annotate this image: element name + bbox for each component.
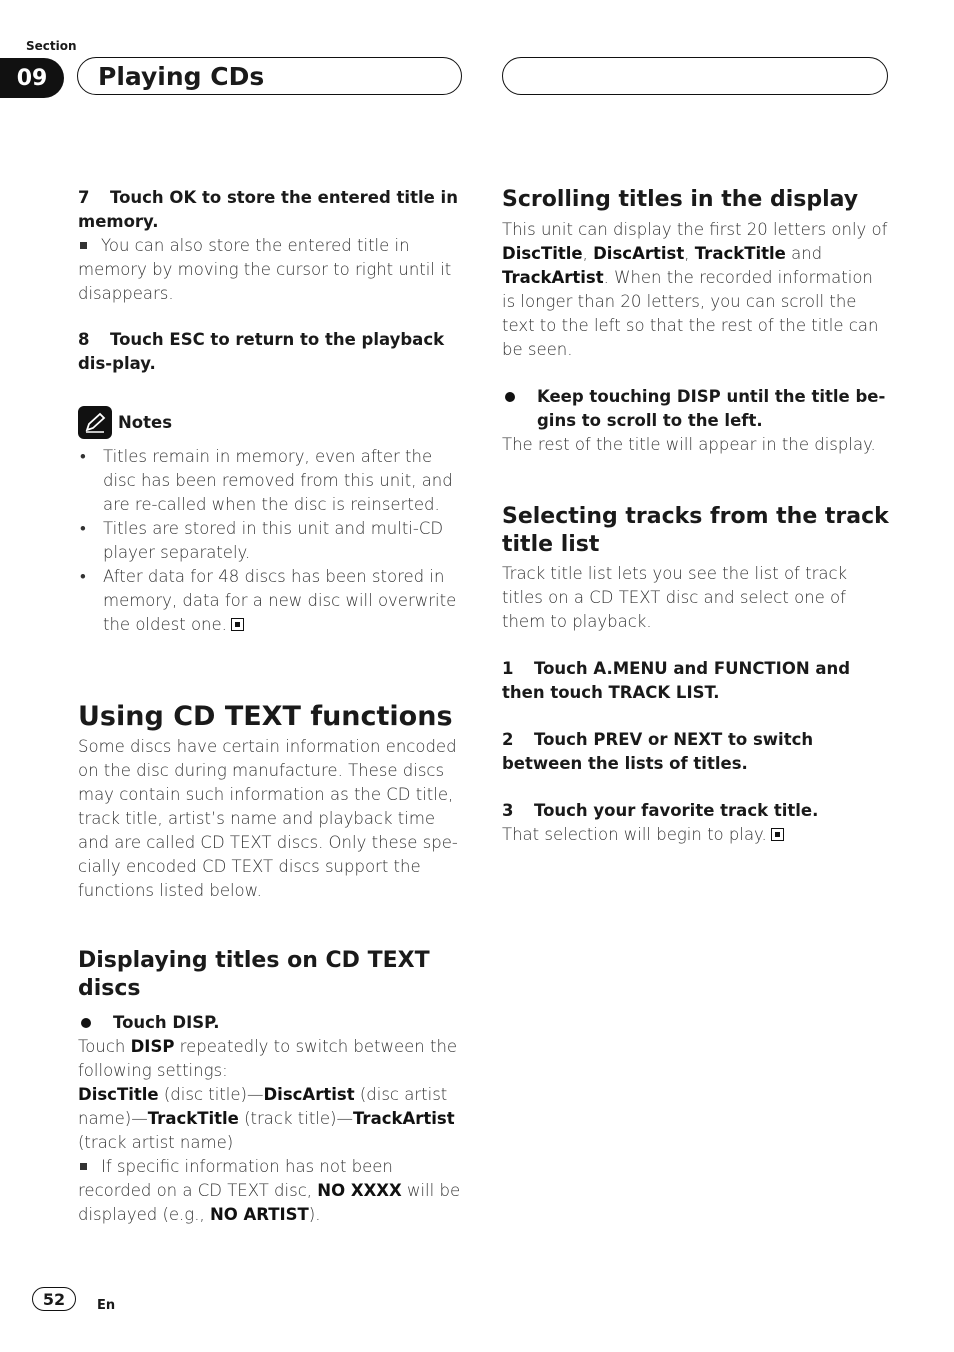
touch-disp-step: Touch DISP. <box>78 1011 466 1035</box>
keep-disp-step: Keep touching DISP until the title be-gins to scroll to the left. <box>502 385 890 433</box>
language-label: En <box>97 1298 116 1313</box>
step-7: 7 Touch OK to store the entered title in memory. <box>78 188 458 231</box>
section-heading: Using CD TEXT functions <box>78 701 453 732</box>
track-step-1: 1 Touch A.MENU and FUNCTION and then touch TRACK LIST. <box>502 659 851 702</box>
square-bullet-icon <box>80 1163 87 1170</box>
section-label: Section <box>26 39 77 53</box>
right-column <box>502 186 890 847</box>
tracklist-intro: Track title list lets you see the list of track titles on a CD TEXT disc and select one of them to playback. <box>502 564 848 631</box>
intro-text: Some discs have certain information encoded on the disc during manufacture. These discs may contain such information as the CD title, track title, artist’s name and playback time and are called CD TEXT discs. Only these spe-cially encoded CD TEXT discs support the functions listed below. <box>78 737 458 900</box>
disp-instructions: Touch DISP repeatedly to switch between the following settings: <box>78 1037 458 1080</box>
step-8: 8 Touch ESC to return to the playback dis-play. <box>78 330 445 373</box>
notes-list <box>78 445 466 637</box>
notes-label: Notes <box>118 412 173 432</box>
display-sequence: DiscTitle (disc title)—DiscArtist (disc artist name)—TrackTitle (track title)—TrackArtist (track artist name) <box>78 1085 455 1152</box>
list-item: • After data for 48 discs has been stored in memory, data for a new disc will overwrite the oldest one. <box>78 565 466 637</box>
chapter-title: Playing CDs <box>77 57 462 95</box>
list-item: • Titles are stored in this unit and multi-CD player separately. <box>78 517 466 565</box>
track-step-2: 2 Touch PREV or NEXT to switch between the lists of titles. <box>502 730 814 773</box>
pencil-icon <box>78 406 112 439</box>
track-step-3: 3 Touch your favorite track title. <box>502 801 819 820</box>
bullet-dot-icon <box>505 392 515 402</box>
scroll-text: This unit can display the first 20 letters only of DiscTitle, DiscArtist, TrackTitle and TrackArtist. When the recorded information is longer than 20 letters, you can scroll the text to the left so that the rest of the title can be seen. <box>502 220 888 359</box>
subheading-displaying-titles: Displaying titles on CD TEXT discs <box>78 948 430 1001</box>
no-info-note: If specific information has not been recorded on a CD TEXT disc, NO XXXX will be displayed (e.g., NO ARTIST). <box>78 1157 461 1224</box>
page-number: 52 <box>32 1287 76 1311</box>
end-mark-icon <box>231 618 244 631</box>
list-item: • Titles remain in memory, even after the disc has been removed from this unit, and are re-called when the disc is reinserted. <box>78 445 466 517</box>
left-column <box>78 186 466 1227</box>
notes-header <box>78 406 466 439</box>
subheading-selecting-tracks: Selecting tracks from the track title list <box>502 504 889 557</box>
section-number: 09 <box>0 58 64 98</box>
square-bullet-icon <box>80 242 87 249</box>
subheading-scrolling-titles: Scrolling titles in the display <box>502 187 859 212</box>
header-empty-box <box>502 57 888 95</box>
keep-disp-result: The rest of the title will appear in the display. <box>502 435 876 454</box>
end-mark-icon <box>771 828 784 841</box>
final-text: That selection will begin to play. <box>502 823 890 847</box>
bullet-dot-icon <box>81 1018 91 1028</box>
step-7-note: You can also store the entered title in memory by moving the cursor to right until it disappears. <box>78 236 452 303</box>
